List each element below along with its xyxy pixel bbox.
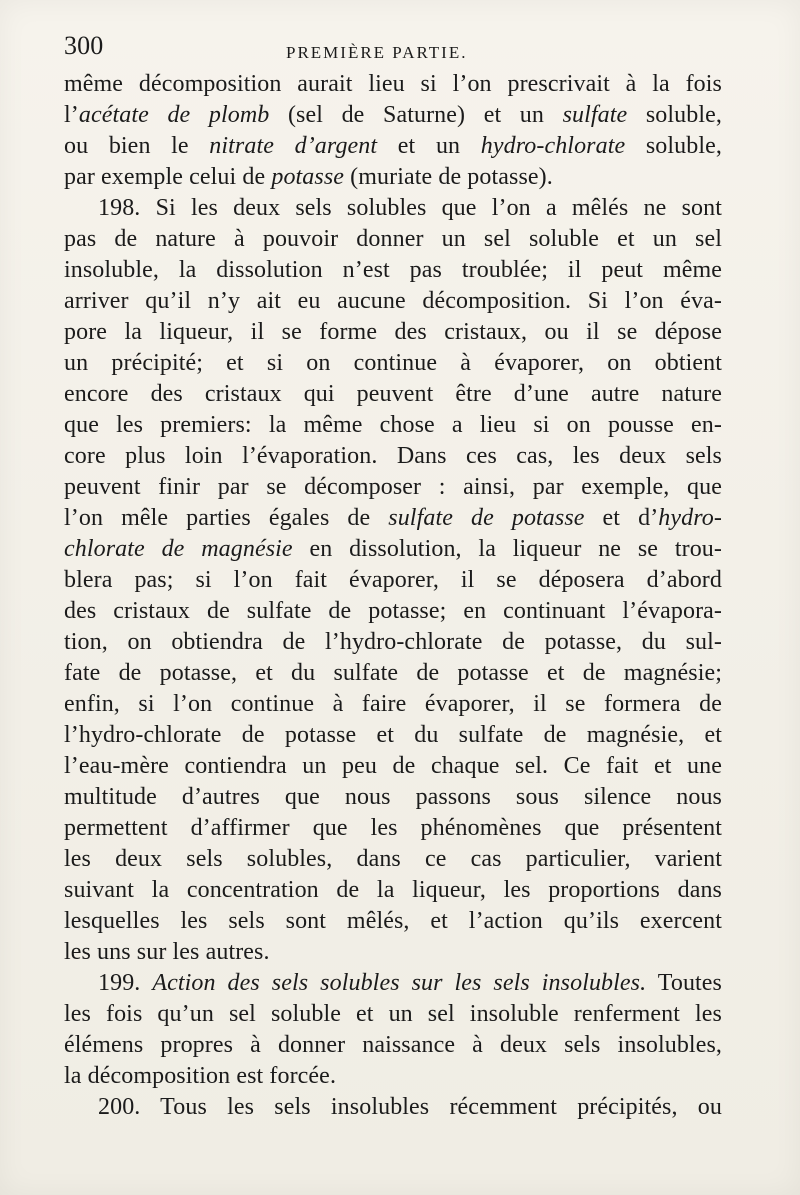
- text-line: [64, 875, 722, 906]
- text-run: suivant la concentration de la liqueur, les proportions dans: [64, 877, 722, 903]
- text-run: l’: [64, 102, 79, 128]
- text-line: [64, 100, 722, 131]
- text-run: les fois qu’un sel soluble et un sel insoluble renferment les: [64, 1001, 722, 1027]
- italic-text: sulfate: [562, 102, 628, 128]
- italic-text: hydro-chlorate: [480, 133, 626, 159]
- text-line: [64, 69, 722, 100]
- text-run: enfin, si l’on continue à faire évaporer, il se formera de: [64, 691, 722, 717]
- text-line: [64, 1061, 722, 1092]
- text-line: [64, 503, 722, 534]
- text-run: tion, on obtiendra de l’hydro-chlorate de potasse, du sul-: [64, 629, 722, 655]
- text-run: élémens propres à donner naissance à deux sels insolubles,: [64, 1032, 722, 1058]
- text-line: [64, 286, 722, 317]
- text-run: 200. Tous les sels insolubles récemment précipités, ou: [98, 1094, 722, 1120]
- text-run: Toutes: [646, 970, 722, 996]
- text-line: [64, 162, 722, 193]
- text-line: [64, 689, 722, 720]
- text-run: en dissolution, la liqueur ne se trou-: [292, 536, 722, 562]
- text-line: [64, 193, 722, 224]
- text-run: les deux sels solubles, dans ce cas particulier, varient: [64, 846, 722, 872]
- text-line: [64, 999, 722, 1030]
- text-line: [64, 317, 722, 348]
- text-line: [64, 906, 722, 937]
- text-run: peuvent finir par se décomposer : ainsi, par exemple, que: [64, 474, 722, 500]
- text-line: [64, 782, 722, 813]
- text-run: l’eau-mère contiendra un peu de chaque sel. Ce fait et une: [64, 753, 722, 779]
- text-run: et d’: [584, 505, 659, 531]
- italic-text: nitrate d’argent: [209, 133, 378, 159]
- text-run: les uns sur les autres.: [64, 939, 270, 965]
- text-run: l’hydro-chlorate de potasse et du sulfate de magnésie, et: [64, 722, 722, 748]
- body-text: [64, 69, 722, 1123]
- text-line: [64, 937, 722, 968]
- text-line: [64, 751, 722, 782]
- text-run: encore des cristaux qui peuvent être d’une autre nature: [64, 381, 722, 407]
- text-run: un précipité; et si on continue à évaporer, on obtient: [64, 350, 722, 376]
- text-line: [64, 627, 722, 658]
- text-line: [64, 720, 722, 751]
- italic-text: Action des sels solubles sur les sels insolubles.: [152, 970, 647, 996]
- text-line: [64, 844, 722, 875]
- text-line: [64, 1092, 722, 1123]
- text-run: multitude d’autres que nous passons sous silence nous: [64, 784, 722, 810]
- text-line: [64, 1030, 722, 1061]
- text-run: permettent d’affirmer que les phénomènes que présentent: [64, 815, 722, 841]
- text-run: pore la liqueur, il se forme des cristaux, ou il se dépose: [64, 319, 722, 345]
- text-run: (sel de Saturne) et un: [269, 102, 563, 128]
- text-run: pas de nature à pouvoir donner un sel soluble et un sel: [64, 226, 722, 252]
- text-run: 199.: [98, 970, 153, 996]
- text-run: arriver qu’il n’y ait eu aucune décomposition. Si l’on éva-: [64, 288, 722, 314]
- text-line: [64, 441, 722, 472]
- text-run: blera pas; si l’on fait évaporer, il se déposera d’abord: [64, 567, 722, 593]
- text-line: [64, 472, 722, 503]
- text-line: [64, 379, 722, 410]
- text-run: et un: [377, 133, 481, 159]
- text-run: l’on mêle parties égales de: [64, 505, 389, 531]
- text-run: que les premiers: la même chose a lieu si on pousse en-: [64, 412, 722, 438]
- text-run: soluble,: [627, 102, 722, 128]
- text-line: [64, 813, 722, 844]
- text-line: [64, 131, 722, 162]
- text-run: core plus loin l’évaporation. Dans ces cas, les deux sels: [64, 443, 722, 469]
- text-line: [64, 534, 722, 565]
- italic-text: potasse: [271, 164, 345, 190]
- italic-text: sulfate de potasse: [388, 505, 585, 531]
- text-run: des cristaux de sulfate de potasse; en continuant l’évapora-: [64, 598, 722, 624]
- italic-text: acétate de plomb: [78, 102, 270, 128]
- page-content: [64, 24, 722, 1123]
- italic-text: hydro-: [658, 505, 722, 531]
- text-run: soluble,: [625, 133, 722, 159]
- text-line: [64, 410, 722, 441]
- italic-text: chlorate de magnésie: [64, 536, 293, 562]
- text-run: fate de potasse, et du sulfate de potasse et de magnésie;: [64, 660, 722, 686]
- text-run: insoluble, la dissolution n’est pas troublée; il peut même: [64, 257, 722, 283]
- text-line: [64, 348, 722, 379]
- text-run: 198. Si les deux sels solubles que l’on a mêlés ne sont: [98, 195, 722, 221]
- text-run: par exemple celui de: [64, 164, 272, 190]
- text-line: [64, 565, 722, 596]
- text-run: (muriate de potasse).: [344, 164, 553, 190]
- text-run: même décomposition aurait lieu si l’on prescrivait à la fois: [64, 71, 722, 97]
- text-line: [64, 968, 722, 999]
- running-title: PREMIÈRE PARTIE.: [286, 43, 468, 62]
- text-line: [64, 596, 722, 627]
- page-header: [64, 24, 722, 64]
- text-line: [64, 224, 722, 255]
- page-number: 300: [64, 31, 104, 60]
- text-line: [64, 255, 722, 286]
- text-run: ou bien le: [64, 133, 210, 159]
- text-line: [64, 658, 722, 689]
- text-run: la décomposition est forcée.: [64, 1063, 337, 1089]
- text-run: lesquelles les sels sont mêlés, et l’action qu’ils exercent: [64, 908, 722, 934]
